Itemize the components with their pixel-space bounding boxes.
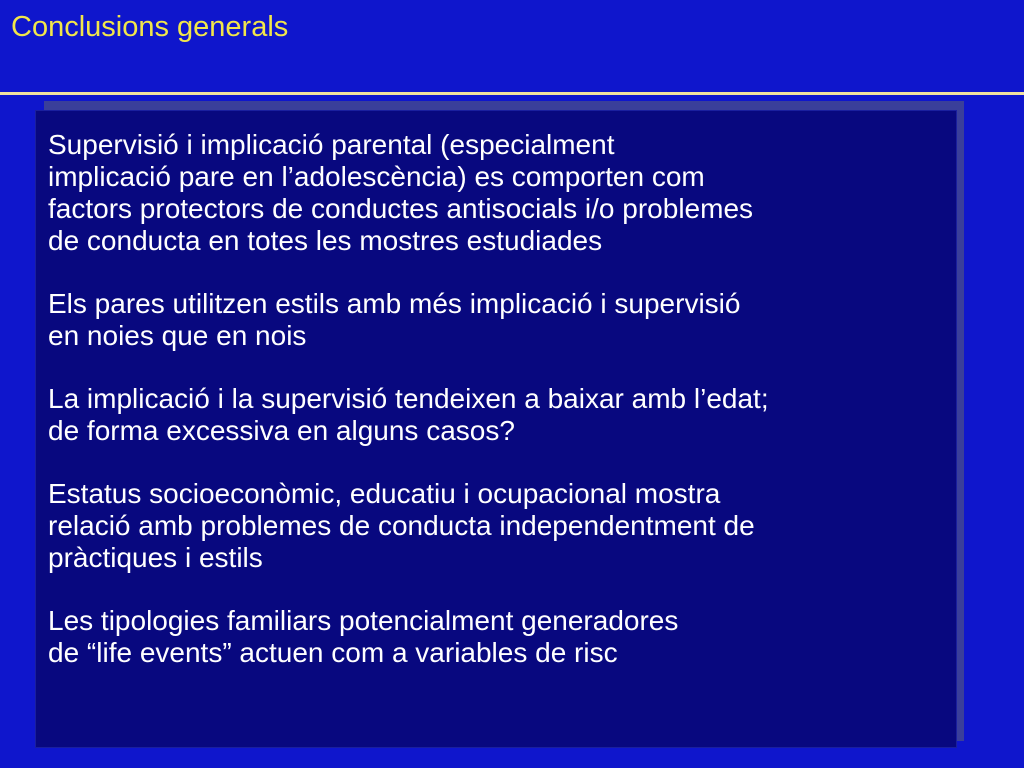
title-divider xyxy=(0,92,1024,95)
paragraph-family-typologies: Les tipologies familiars potencialment generadores de “life events” actuen com a variables de risc xyxy=(48,605,679,668)
paragraph-age-decline: La implicació i la supervisió tendeixen a baixar amb l’edat; de forma excessiva en alguns casos? xyxy=(48,383,769,446)
panel-content xyxy=(48,129,948,700)
paragraph-supervision: Supervisió i implicació parental (especialment implicació pare en l’adolescència) es comporten com factors protectors de conductes antisocials i/o problemes de conducta en totes les mostres estudiades xyxy=(48,129,754,256)
content-panel xyxy=(36,111,956,747)
slide-title: Conclusions generals xyxy=(11,11,289,43)
paragraph-gender-styles: Els pares utilitzen estils amb més implicació i supervisió en noies que en nois xyxy=(48,288,741,351)
paragraph-socioeconomic: Estatus socioeconòmic, educatiu i ocupacional mostra relació amb problemes de conducta independentment de pràctiques i estils xyxy=(48,478,755,573)
